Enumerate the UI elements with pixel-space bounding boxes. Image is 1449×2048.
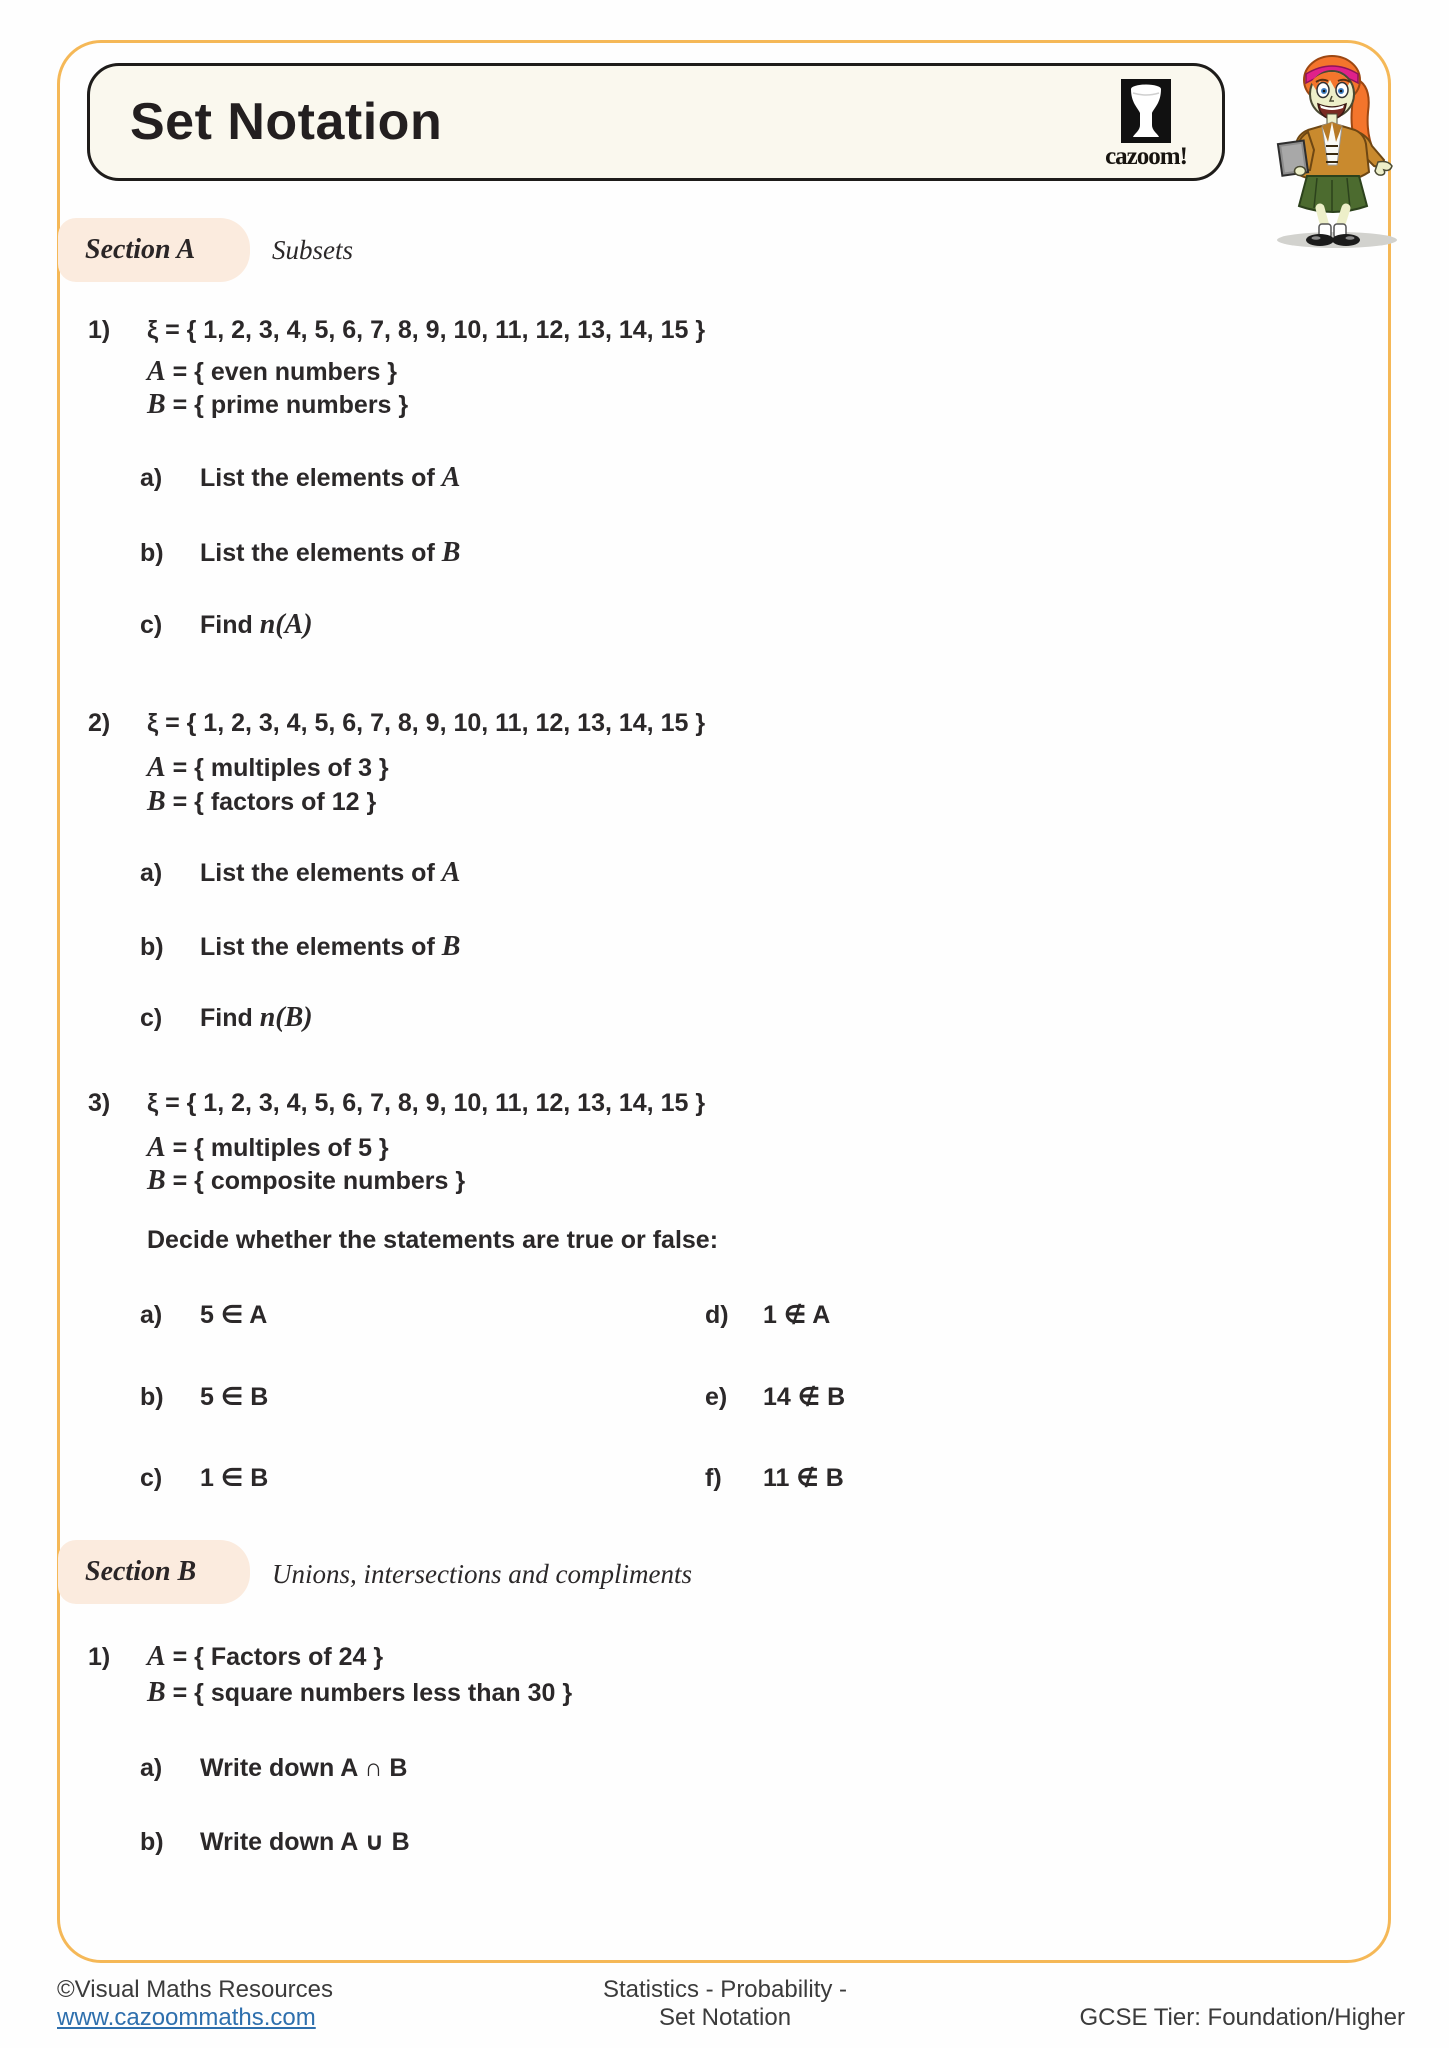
part-math: A — [441, 857, 461, 888]
set-definition — [147, 355, 397, 389]
question-line — [88, 706, 705, 740]
section-a-label: Section A — [85, 234, 196, 265]
universal-set: ξ = { 1, 2, 3, 4, 5, 6, 7, 8, 9, 10, 11, 12, 13, 14, 15 } — [147, 316, 706, 344]
set-definition-text: = { factors of 12 } — [165, 788, 377, 816]
statement — [705, 1461, 844, 1495]
instruction-line: Decide whether the statements are true or false: — [147, 1226, 719, 1254]
question-part — [140, 1825, 410, 1859]
part-label: a) — [140, 1301, 163, 1329]
statement-text: 1 ∉ A — [763, 1301, 831, 1329]
part-math: A — [441, 462, 461, 493]
statement-text: 5 ∈ B — [200, 1383, 269, 1411]
question-line — [88, 1640, 383, 1674]
question-part — [140, 1001, 313, 1035]
statement-text: 14 ∉ B — [763, 1383, 846, 1411]
part-label: f) — [705, 1464, 722, 1492]
part-label: c) — [140, 611, 163, 639]
footer-tier: GCSE Tier: Foundation/Higher — [1079, 2004, 1405, 2031]
question-number: 1) — [88, 1643, 111, 1671]
set-definition — [147, 785, 376, 819]
section-b-label: Section B — [85, 1556, 197, 1587]
section-b-badge — [58, 1540, 250, 1604]
part-label: b) — [140, 933, 164, 961]
question-part — [140, 930, 460, 964]
part-label: b) — [140, 539, 164, 567]
part-label: c) — [140, 1464, 163, 1492]
part-math: n(A) — [259, 609, 313, 640]
statement — [140, 1298, 267, 1332]
page-title: Set Notation — [130, 93, 443, 151]
statement — [140, 1380, 268, 1414]
set-definition-text: = { Factors of 24 } — [165, 1643, 384, 1671]
question-number: 2) — [88, 709, 111, 737]
set-definition — [147, 1676, 572, 1710]
part-text: Find — [200, 611, 260, 639]
footer-topic-line2: Set Notation — [658, 2004, 792, 2031]
part-label: a) — [140, 1754, 163, 1782]
part-text: List the elements of — [200, 464, 442, 492]
part-text: List the elements of — [200, 539, 442, 567]
set-definition-text: = { multiples of 5 } — [165, 1134, 389, 1162]
part-label: b) — [140, 1828, 164, 1856]
question-number: 3) — [88, 1089, 111, 1117]
website-url[interactable]: www.cazoommaths.com — [57, 2004, 316, 2031]
set-variable: B — [147, 1165, 166, 1196]
statement-text: 1 ∈ B — [200, 1464, 269, 1492]
set-definition-text: = { square numbers less than 30 } — [165, 1679, 573, 1707]
part-label: b) — [140, 1383, 164, 1411]
section-a-badge — [58, 218, 250, 282]
part-text: List the elements of — [200, 859, 442, 887]
part-label: d) — [705, 1301, 729, 1329]
statement — [705, 1298, 830, 1332]
student-mascot-illustration — [1262, 50, 1402, 250]
statement — [705, 1380, 845, 1414]
question-part — [140, 608, 313, 642]
set-definition — [147, 1131, 389, 1165]
question-part — [140, 461, 460, 495]
statement-text: 11 ∉ B — [763, 1464, 844, 1492]
title-bar — [87, 63, 1225, 181]
part-text: Write down A ∪ B — [200, 1828, 410, 1856]
set-definition — [147, 388, 408, 422]
set-variable: B — [147, 1677, 166, 1708]
question-number: 1) — [88, 316, 111, 344]
universal-set: ξ = { 1, 2, 3, 4, 5, 6, 7, 8, 9, 10, 11, 12, 13, 14, 15 } — [147, 1089, 706, 1117]
drum-icon — [1121, 79, 1171, 143]
set-variable: B — [147, 786, 166, 817]
set-definition — [147, 1164, 465, 1198]
question-part — [140, 1751, 407, 1785]
statement-text: 5 ∈ A — [200, 1301, 268, 1329]
footer-copyright: ©Visual Maths Resources — [57, 1976, 334, 2003]
set-variable: A — [147, 1641, 166, 1672]
footer-website-link[interactable] — [57, 2003, 316, 2033]
set-definition-text: = { even numbers } — [165, 358, 398, 386]
part-text: List the elements of — [200, 933, 442, 961]
set-definition-text: = { prime numbers } — [165, 391, 409, 419]
logo-brand-text: cazoom! — [1105, 143, 1187, 170]
part-label: c) — [140, 1004, 163, 1032]
universal-set: ξ = { 1, 2, 3, 4, 5, 6, 7, 8, 9, 10, 11, 12, 13, 14, 15 } — [147, 709, 706, 737]
part-text: Write down A ∩ B — [200, 1754, 408, 1782]
question-line — [88, 313, 705, 347]
question-part — [140, 856, 460, 890]
part-math: B — [441, 537, 461, 568]
cazoom-logo — [1090, 79, 1202, 171]
question-part — [140, 536, 460, 570]
part-math: n(B) — [259, 1002, 313, 1033]
part-label: a) — [140, 464, 163, 492]
set-variable: B — [147, 389, 166, 420]
footer-topic-line1: Statistics - Probability - — [602, 1976, 848, 2003]
set-definition — [147, 751, 389, 785]
part-math: B — [441, 931, 461, 962]
question-line — [88, 1086, 705, 1120]
set-definition-text: = { multiples of 3 } — [165, 754, 389, 782]
set-variable: A — [147, 356, 166, 387]
part-text: Find — [200, 1004, 260, 1032]
set-definition-text: = { composite numbers } — [165, 1167, 466, 1195]
section-b-subtitle: Unions, intersections and compliments — [272, 1559, 692, 1589]
part-label: e) — [705, 1383, 728, 1411]
part-label: a) — [140, 859, 163, 887]
set-variable: A — [147, 752, 166, 783]
set-variable: A — [147, 1132, 166, 1163]
statement — [140, 1461, 268, 1495]
section-a-subtitle: Subsets — [272, 235, 353, 265]
